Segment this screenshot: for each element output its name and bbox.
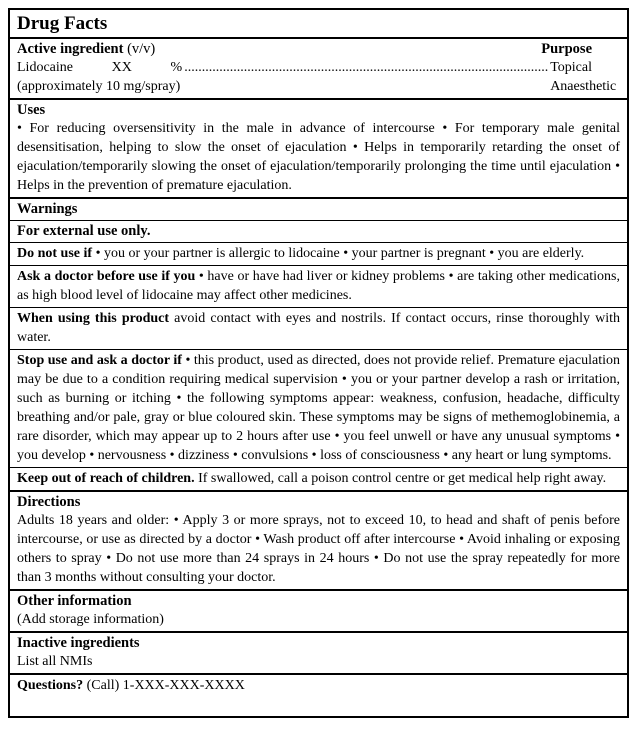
do-not-use-section [10, 243, 627, 266]
questions-text: (Call) 1-XXX-XXX-XXXX [83, 678, 245, 693]
warnings-heading-section [10, 199, 627, 221]
when-using-text: avoid contact with eyes and nostrils. If contact occurs, rinse thoroughly with water. [17, 311, 620, 345]
ask-doctor-section [10, 266, 627, 308]
uses-text: • For reducing oversensitivity in the male in advance of intercourse • For temporary male genital desensitisation, helping to slow the onset of ejaculation • Helps in temporarily retarding the onset of ejaculation/temporarily slowing the onset of ejaculation/temporarily prolonging the time until ejaculation • Helps in the prevention of premature ejaculation. [17, 121, 620, 193]
other-information-heading: Other information [17, 593, 132, 609]
active-ingredient-text: Lidocaine XX % (approximately 10 mg/spray) [17, 60, 183, 94]
active-ingredient-section [10, 39, 627, 100]
uses-heading: Uses [17, 102, 46, 118]
inactive-ingredients-section [10, 633, 627, 675]
do-not-use-text: • you or your partner is allergic to lidocaine • your partner is pregnant • you are elderly. [92, 246, 585, 261]
drug-facts-panel [8, 8, 629, 718]
active-heading: Active ingredient (v/v) [17, 41, 156, 57]
leader-dots: ........................................................................................................ [184, 60, 549, 75]
active-heading-row [17, 40, 620, 58]
questions-label: Questions? [17, 678, 84, 693]
warnings-heading: Warnings [17, 201, 78, 217]
other-information-section [10, 591, 627, 633]
drug-facts-title: Drug Facts [10, 10, 627, 39]
inactive-ingredients-heading: Inactive ingredients [17, 635, 140, 651]
inactive-ingredients-text: List all NMIs [17, 654, 93, 669]
keep-out-section [10, 468, 627, 492]
keep-out-label: Keep out of reach of children. [17, 471, 195, 486]
other-information-text: (Add storage information) [17, 612, 164, 627]
keep-out-text: If swallowed, call a poison control centre or get medical help right away. [194, 471, 607, 486]
ask-doctor-label: Ask a doctor before use if you [17, 269, 196, 284]
external-use-section [10, 221, 627, 243]
external-use-text: For external use only. [17, 223, 151, 239]
stop-use-text: • this product, used as directed, does not provide relief. Premature ejaculation may be due to a condition requiring medical supervision • you or your partner develop a rash or irritation, such as burning or itching • the following symptoms appear: weakness, confusion, headache, difficulty breathing and/or pale, gray or blue coloured skin. These symptoms may be signs of methemoglobinemia, a rare disorder, which may appear up to 2 hours after use • you feel unwell or have any unusual symptoms • you develop • nervousness • dizziness • convulsions • loss of consciousness • any heart or lung symptoms. [17, 353, 620, 463]
uses-section [10, 100, 627, 199]
when-using-label: When using this product [17, 311, 170, 326]
directions-heading: Directions [17, 494, 81, 510]
do-not-use-label: Do not use if [17, 246, 93, 261]
active-ingredient-row [17, 58, 620, 96]
directions-text: Adults 18 years and older: • Apply 3 or more sprays, not to exceed 10, to head and shaft of penis before intercourse, or use as directed by a doctor • Wash product off after intercourse • Avoid inhaling or exposing others to spray • Do not use more than 24 sprays in 24 hours • Do not use the spray repeatedly for more than 3 months without consulting your doctor. [17, 513, 620, 585]
directions-section [10, 492, 627, 591]
ask-doctor-text: • have or have had liver or kidney problems • are taking other medications, as high blood level of lidocaine may affect other medicines. [17, 269, 620, 303]
purpose-text: Topical Anaesthetic [550, 60, 617, 94]
stop-use-label: Stop use and ask a doctor if [17, 353, 182, 368]
when-using-section [10, 308, 627, 350]
stop-use-section [10, 350, 627, 468]
questions-section [10, 675, 627, 697]
purpose-heading: Purpose [541, 41, 592, 57]
